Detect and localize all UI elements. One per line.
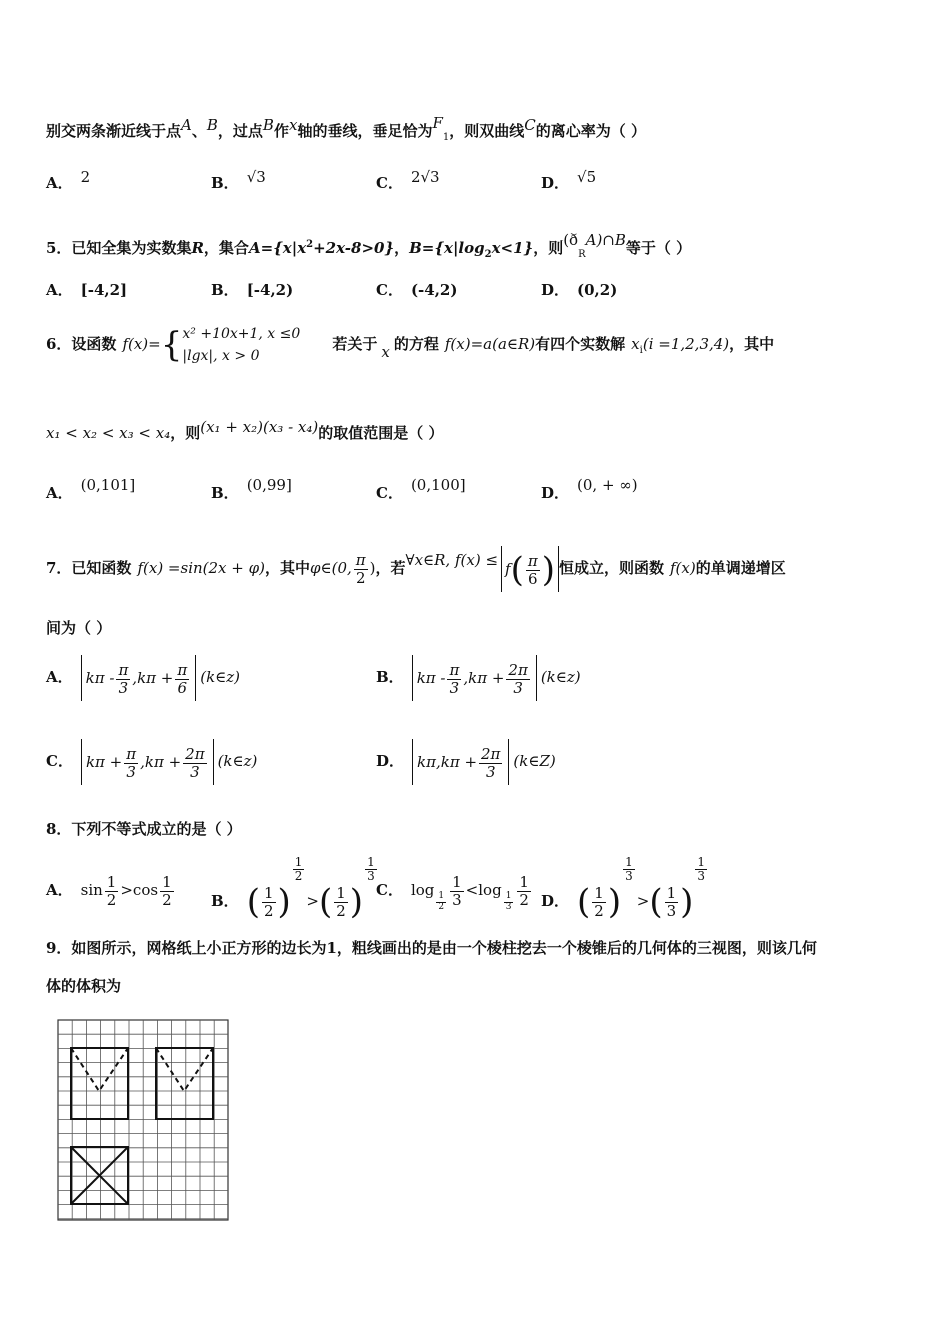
q7-stem-text: 的单调递增区 (695, 559, 786, 577)
q5-stem-text: ，集合 (203, 239, 249, 257)
exp-third (695, 856, 707, 883)
q4-point-b2: B (262, 116, 274, 134)
q4-point-a: A (181, 116, 192, 134)
option-value: (0,99] (246, 476, 292, 494)
paren: ( (246, 882, 260, 923)
q6-stem-text: 有四个实数解 (535, 335, 626, 353)
exp-half (293, 856, 305, 883)
q5-set-a2: +2x-8>0} (313, 239, 395, 257)
frac-num: 2π (481, 745, 501, 763)
q8-option-d[interactable] (541, 855, 709, 923)
q6-stem-text: ，其中 (729, 335, 775, 353)
option-label: D． (541, 892, 570, 911)
q7-option-d[interactable] (376, 737, 556, 785)
frac-den: 3 (513, 678, 523, 697)
q7-pi-over-2 (354, 552, 368, 586)
option-label: A． (46, 281, 73, 299)
frac-den: 3 (367, 869, 375, 884)
q5-expr2: A)∩B (585, 231, 626, 249)
q5-option-c[interactable] (376, 279, 457, 300)
q5-expr: (ð (563, 231, 579, 249)
q6-stem-text: 的取值范围是（ ） (318, 424, 444, 442)
paren: ( (577, 882, 591, 923)
frac-half (105, 874, 119, 908)
q7-paren: ) (541, 550, 555, 590)
frac-num: 1 (666, 884, 677, 903)
q8-option-a[interactable] (46, 866, 176, 914)
interval-post: (k∈z) (200, 668, 241, 686)
option-value: (‐4,2) (410, 281, 458, 299)
q6-xi-sub: i (639, 345, 643, 356)
three-view-figure (57, 1019, 229, 1221)
q7-fx2: f(x) (669, 559, 696, 577)
option-label: D． (541, 174, 570, 192)
interval (412, 655, 537, 701)
frac-den: 2 (294, 869, 303, 884)
q7-stem-line2 (46, 617, 910, 639)
option-label: C． (376, 484, 403, 502)
frac (447, 662, 461, 696)
q7-phi: φ∈(0, (310, 559, 352, 577)
q4-stem-text: 作 (273, 122, 289, 140)
q6-stem-line2 (46, 416, 910, 444)
frac-num: π (527, 552, 538, 570)
q4-focus-sub: 1 (442, 132, 450, 143)
interval-pre: kπ ‐ (416, 669, 446, 687)
q5-set-a: A={x|x (248, 239, 307, 257)
q7-abs-f: f (505, 560, 511, 578)
option-value: [‐4,2) (246, 281, 294, 299)
frac-num: π (449, 661, 460, 679)
frac-num: 1 (106, 873, 117, 891)
q7-stem-text: 恒成立，则函数 (558, 559, 664, 577)
q4-stem-text: 的离心率为（ ） (535, 122, 646, 140)
q7-abs (501, 546, 559, 592)
q5-option-d[interactable] (541, 279, 617, 300)
frac-den: 3 (697, 869, 706, 884)
frac-den: 2 (355, 568, 366, 587)
frac-num: 1 (367, 855, 375, 869)
interval-mid: ,kπ + (140, 753, 182, 771)
q8-option-c[interactable] (376, 866, 533, 918)
frac (175, 662, 189, 696)
q7-option-a[interactable] (46, 653, 240, 701)
q7-fx: f(x) =sin(2x + φ) (137, 559, 265, 577)
option-label: A． (46, 668, 73, 686)
frac-den: 2 (438, 902, 445, 912)
option-label: B． (211, 484, 239, 502)
option-label: C． (376, 281, 403, 299)
q9-stem-text: 体的体积为 (46, 977, 122, 995)
frac-num: 1 (294, 855, 303, 869)
q6-x: x (381, 343, 390, 361)
option-value: (0, + ∞) (577, 476, 638, 494)
q4-option-b[interactable] (211, 168, 266, 193)
frac-num: 1 (452, 873, 462, 891)
frac-half (517, 874, 531, 908)
frac-num: π (355, 551, 366, 569)
q7-condition: ∀x∈R, f(x) ≤ (405, 551, 499, 569)
frac-half (334, 885, 348, 919)
interval-post: (k∈z) (217, 752, 258, 770)
q7-stem-text: ，若 (375, 559, 406, 577)
q7-paren: ( (510, 550, 524, 590)
q6-stem-text: 若关于 (332, 335, 378, 353)
frac-third (665, 885, 679, 919)
q7-stem-text: 间为（ ） (46, 619, 112, 637)
q4-curve-c: C (524, 116, 536, 134)
q4-option-a[interactable] (46, 168, 90, 193)
frac-third (450, 874, 464, 908)
frac-half (262, 885, 276, 919)
frac-num: 1 (438, 891, 445, 902)
q5-stem-text: 等于（ ） (625, 239, 692, 257)
frac-num: π (126, 745, 137, 763)
q6-xi-range: (i =1,2,3,4) (642, 335, 730, 353)
option-label: C． (376, 174, 403, 192)
frac-den: 3 (449, 678, 460, 697)
frac-den: 3 (190, 762, 200, 781)
frac (479, 746, 502, 780)
frac-num: 1 (336, 884, 346, 903)
q9-stem-text: 9．如图所示，网格纸上小正方形的边长为1，粗线画出的是由一个棱柱挖去一个棱锥后的几何体的三视图，则该几何 (46, 939, 817, 957)
option-label: A． (46, 881, 73, 899)
q6-option-b[interactable] (211, 476, 292, 503)
interval (412, 739, 509, 785)
gt: > (120, 881, 133, 899)
interval-pre: kπ,kπ + (417, 753, 478, 771)
frac-den: 2 (263, 901, 274, 920)
frac-num: 2π (508, 661, 528, 679)
option-label: C． (376, 881, 403, 899)
frac (116, 662, 130, 696)
frac-den: 2 (594, 901, 604, 920)
option-label: D． (376, 752, 405, 770)
q4-option-d[interactable] (541, 168, 596, 193)
frac-num: 1 (594, 884, 604, 903)
frac-num: 1 (697, 855, 706, 869)
cos: cos (132, 881, 159, 899)
q4-stem (46, 112, 910, 149)
q6-order: x₁ < x₂ < x₃ < x₄ (46, 424, 171, 442)
q5-stem-text: 5．已知全集为实数集 (46, 239, 192, 257)
frac (124, 746, 138, 780)
q7-close: ) (369, 559, 376, 577)
q5-R: R (191, 239, 204, 257)
q6-piece-2: |lgx|, x > 0 (182, 348, 260, 364)
q4-stem-text: ，过点 (217, 122, 263, 140)
option-label: C． (46, 752, 73, 770)
q6-piece-1: x² +10x+1, x ≤0 (182, 326, 301, 342)
q4-x: x (288, 116, 298, 134)
frac-den: 3 (485, 762, 496, 781)
q9-stem (46, 937, 910, 959)
q6-stem (46, 318, 910, 370)
paren: ) (607, 882, 622, 923)
lt: < (465, 881, 479, 899)
option-value: √5 (577, 168, 597, 186)
q4-point-b: B (206, 116, 218, 134)
exp-third (365, 856, 377, 883)
frac-den: 2 (336, 901, 346, 920)
frac-den: 3 (666, 901, 677, 920)
option-value: 2 (80, 168, 91, 186)
q4-stem-text: 轴的垂线，垂足恰为 (297, 122, 433, 140)
paren: ) (277, 882, 291, 923)
option-label: A． (46, 484, 73, 502)
q4-sep: 、 (191, 122, 207, 140)
interval-pre: kπ ‐ (85, 669, 115, 687)
frac-num: 1 (519, 873, 529, 891)
frac-num: π (118, 661, 129, 679)
frac-num: 1 (263, 884, 274, 903)
paren: ) (349, 882, 364, 923)
q5-expr-sub: R (578, 249, 586, 260)
frac-den: 2 (162, 890, 172, 909)
paren: ( (318, 882, 333, 923)
q7-stem (46, 532, 910, 588)
frac-den: 3 (126, 762, 136, 781)
q4-stem-text: ，则双曲线 (449, 122, 525, 140)
q5-stem (46, 229, 910, 266)
option-value: (0,100] (410, 476, 466, 494)
log-base-third (504, 892, 514, 913)
log-base-half (436, 892, 446, 913)
q4-focus: F (432, 114, 443, 132)
option-value: [‐4,2] (80, 281, 128, 299)
q5-log-base: 2 (484, 249, 492, 260)
interval-pre: kπ + (85, 753, 123, 771)
log: log (410, 881, 435, 899)
frac-num: 1 (625, 855, 633, 869)
q5-comma: ， (394, 239, 410, 257)
q6-equation: f(x)=a(a∈R) (444, 335, 536, 353)
interval-post: (k∈z) (540, 668, 581, 686)
q5-option-a[interactable] (46, 279, 127, 300)
option-value: (0,2) (577, 281, 618, 299)
frac-den: 3 (625, 869, 633, 884)
q7-option-b[interactable] (376, 653, 581, 701)
frac-den: 3 (452, 890, 462, 909)
option-label: B． (211, 174, 239, 192)
interval-mid: ,kπ + (132, 669, 174, 687)
option-value: 2√3 (410, 168, 440, 186)
q5-set-b: B={x|log (409, 239, 485, 257)
frac-num: 2π (185, 745, 205, 763)
frac-num: 1 (162, 873, 172, 891)
q9-stem-line2 (46, 975, 910, 997)
q4-option-c[interactable] (376, 168, 440, 193)
option-label: A． (46, 174, 73, 192)
option-label: B． (211, 281, 239, 299)
option-label: D． (541, 484, 570, 502)
q6-stem-text: 6．设函数 (46, 335, 117, 353)
option-value: (0,101] (80, 476, 136, 494)
q7-stem-text: ，其中 (264, 559, 310, 577)
exp-third (623, 856, 635, 883)
option-label: D． (541, 281, 570, 299)
q6-stem-text: 的方程 (393, 335, 439, 353)
q5-stem-text: ，则 (533, 239, 564, 257)
q6-brace: { (160, 325, 183, 365)
log: log (478, 881, 502, 899)
q6-expr: (x₁ + x₂)(x₃ ‐ x₄) (200, 418, 319, 436)
gt: > (306, 892, 319, 911)
q6-option-d[interactable] (541, 476, 638, 503)
interval-mid: ,kπ + (463, 669, 505, 687)
q6-option-a[interactable] (46, 476, 135, 503)
q6-xi: x (631, 335, 640, 353)
q8-option-b[interactable] (211, 855, 379, 923)
q6-stem-text: ，则 (170, 424, 201, 442)
option-label: B． (211, 892, 239, 911)
frac (506, 662, 529, 696)
frac-den: 6 (528, 569, 538, 588)
q7-option-c[interactable] (46, 737, 257, 785)
q7-pi-over-6 (526, 553, 540, 587)
frac-num: 1 (505, 891, 512, 902)
paren: ( (649, 882, 663, 923)
frac (183, 746, 206, 780)
interval (81, 655, 197, 701)
q8-stem (46, 818, 910, 840)
frac-den: 3 (505, 902, 512, 912)
frac-den: 2 (519, 890, 529, 909)
q5-option-b[interactable] (211, 279, 293, 300)
frac-num: π (177, 661, 188, 679)
q6-piecewise (182, 323, 332, 367)
frac-half (160, 874, 174, 908)
interval-post: (k∈Z) (513, 752, 556, 770)
option-label: B． (376, 668, 404, 686)
q7-stem-text: 7．已知函数 (46, 559, 132, 577)
q6-fx: f(x)= (122, 335, 161, 353)
sin: sin (80, 881, 103, 899)
frac-den: 2 (106, 890, 117, 909)
q5-set-b2: x<1} (491, 239, 534, 257)
q4-stem-text: 别交两条渐近线于点 (46, 122, 182, 140)
gt: > (636, 892, 650, 911)
interval (81, 739, 214, 785)
option-value: √3 (246, 168, 266, 186)
frac-den: 3 (118, 678, 129, 697)
frac-half (592, 885, 606, 919)
q5-square: 2 (306, 239, 314, 250)
frac-den: 6 (177, 678, 188, 697)
q8-stem-text: 8．下列不等式成立的是（ ） (46, 820, 242, 838)
q6-option-c[interactable] (376, 476, 466, 503)
paren: ) (680, 882, 694, 923)
